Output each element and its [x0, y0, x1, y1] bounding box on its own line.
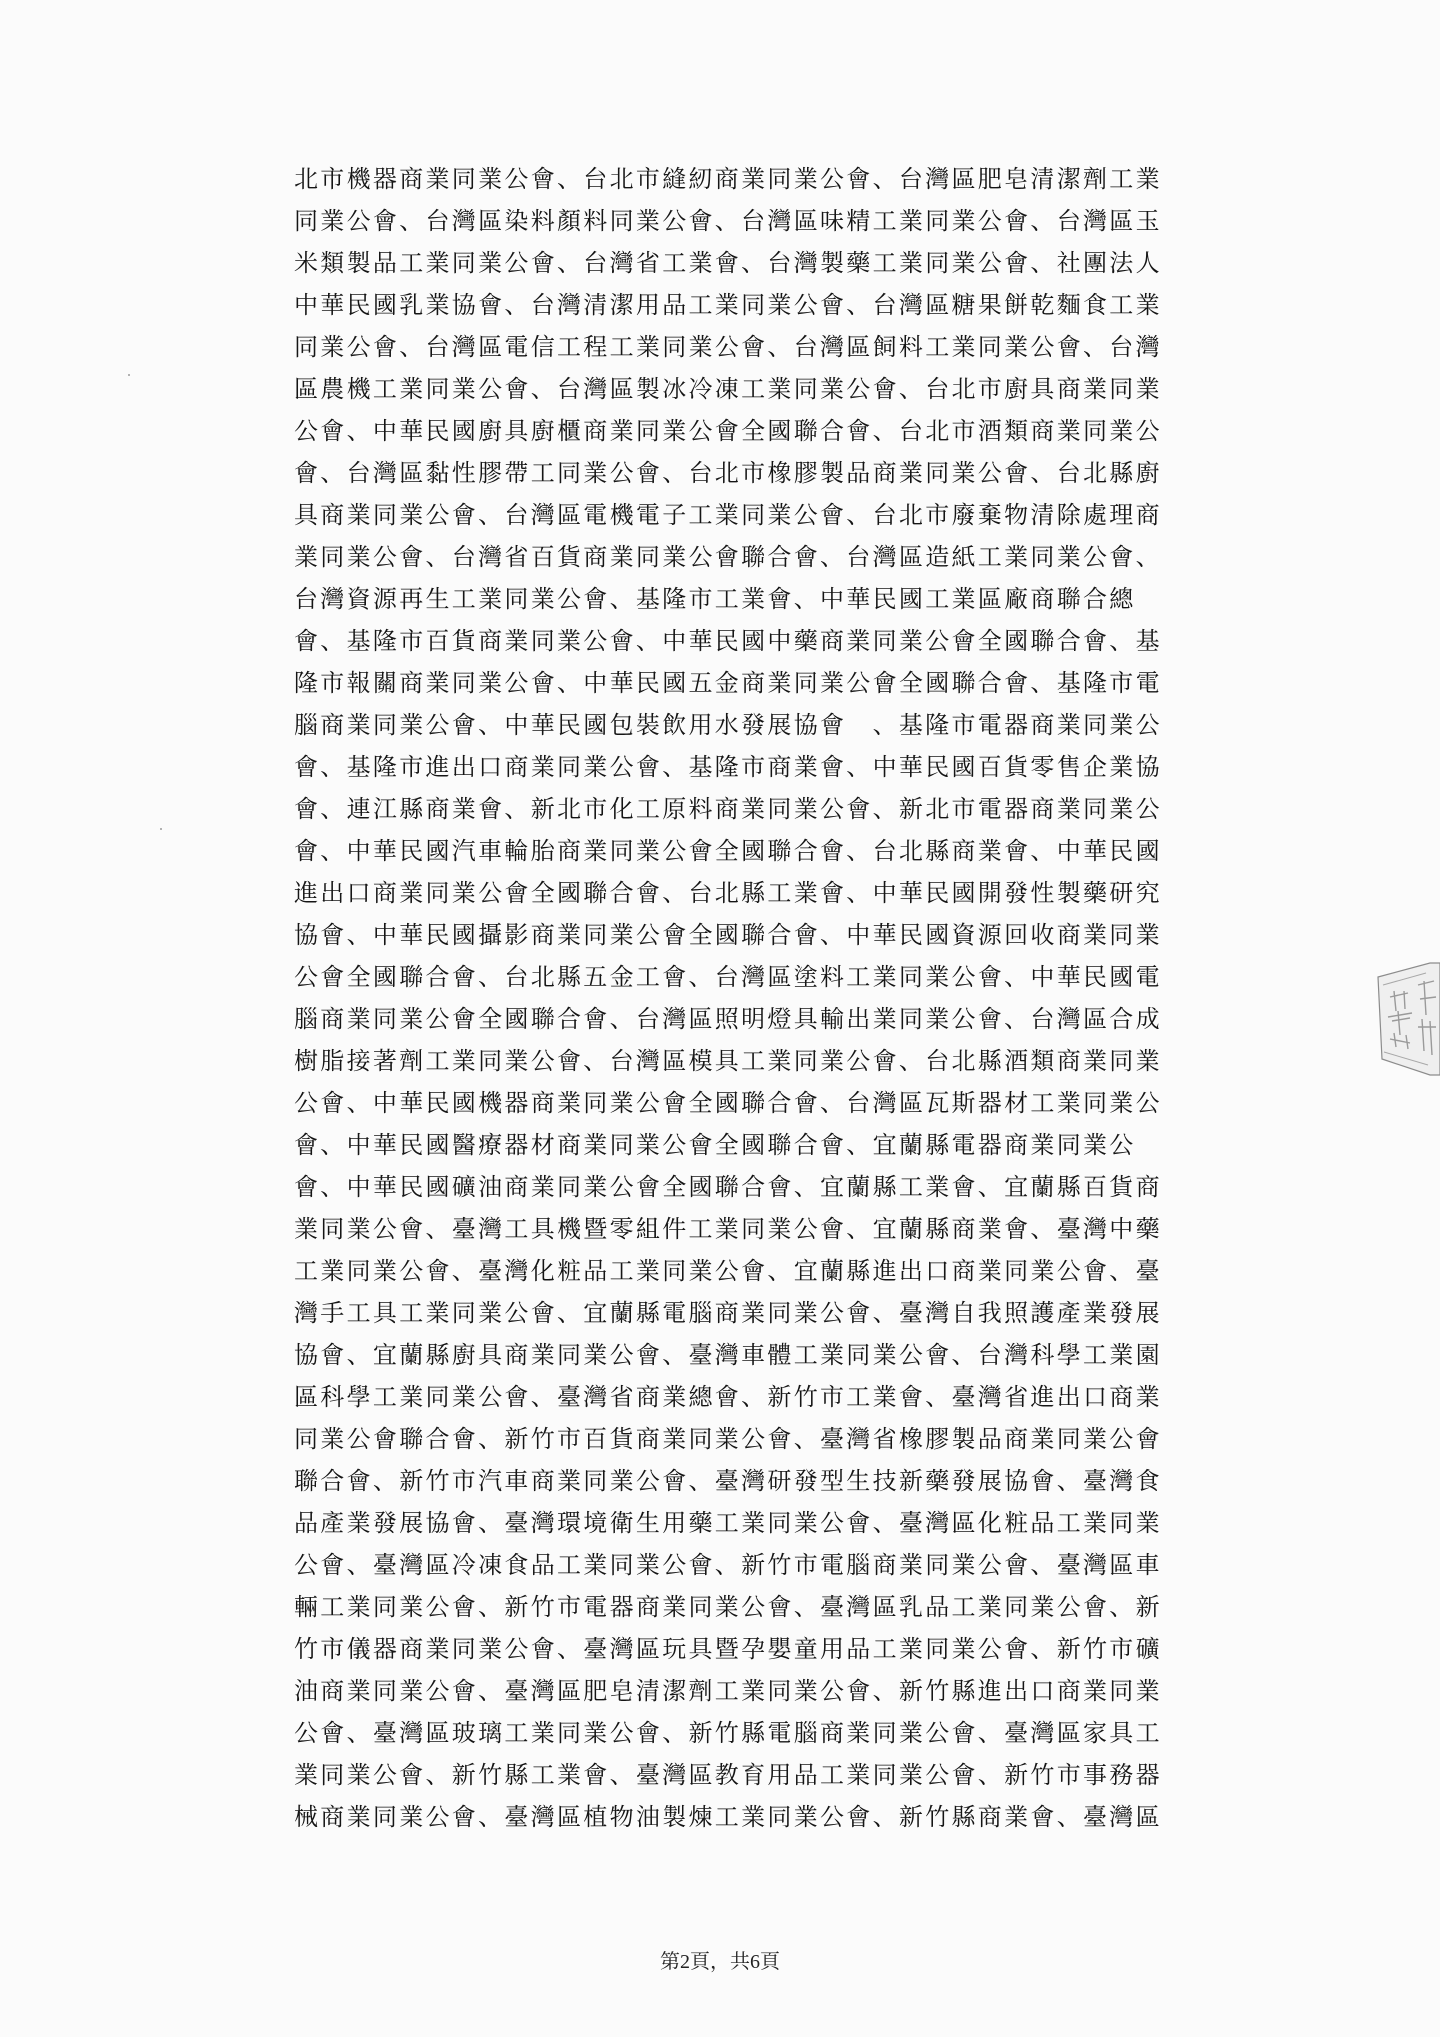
text-line: 會、中華民國醫療器材商業同業公會全國聯合會、宜蘭縣電器商業同業公 [294, 1131, 1136, 1159]
text-line: 公會、臺灣區玻璃工業同業公會、新竹縣電腦商業同業公會、臺灣區家具工 [294, 1719, 1162, 1747]
text-line: 會、連江縣商業會、新北市化工原料商業同業公會、新北市電器商業同業公 [294, 795, 1162, 823]
text-line: 業同業公會、新竹縣工業會、臺灣區教育用品工業同業公會、新竹市事務器 [294, 1761, 1162, 1789]
text-line: 中華民國乳業協會、台灣清潔用品工業同業公會、台灣區糖果餅乾麵食工業 [294, 291, 1162, 319]
page-number-footer: 第2頁，共6頁 [660, 1951, 780, 1973]
text-line: 區科學工業同業公會、臺灣省商業總會、新竹市工業會、臺灣省進出口商業 [294, 1383, 1162, 1411]
text-line: 腦商業同業公會、中華民國包裝飲用水發展協會 、基隆市電器商業同業公 [294, 711, 1162, 739]
text-line: 腦商業同業公會全國聯合會、台灣區照明燈具輸出業同業公會、台灣區合成 [294, 1005, 1162, 1033]
text-line: 業同業公會、台灣省百貨商業同業公會聯合會、台灣區造紙工業同業公會、 [294, 543, 1162, 571]
text-line: 米類製品工業同業公會、台灣省工業會、台灣製藥工業同業公會、社團法人 [294, 249, 1162, 277]
text-line: 公會、中華民國機器商業同業公會全國聯合會、台灣區瓦斯器材工業同業公 [294, 1089, 1162, 1117]
text-line: 具商業同業公會、台灣區電機電子工業同業公會、台北市廢棄物清除處理商 [294, 501, 1162, 529]
text-line: 同業公會、台灣區電信工程工業同業公會、台灣區飼料工業同業公會、台灣 [294, 333, 1162, 361]
text-line: 隆市報關商業同業公會、中華民國五金商業同業公會全國聯合會、基隆市電 [294, 669, 1162, 697]
seal-stamp-fragment [1368, 955, 1440, 1083]
text-line: 公會、中華民國廚具廚櫃商業同業公會全國聯合會、台北市酒類商業同業公 [294, 417, 1162, 445]
text-line: 灣手工具工業同業公會、宜蘭縣電腦商業同業公會、臺灣自我照護產業發展 [294, 1299, 1162, 1327]
text-line: 協會、宜蘭縣廚具商業同業公會、臺灣車體工業同業公會、台灣科學工業園 [294, 1341, 1162, 1369]
scan-speck [128, 374, 130, 376]
text-line: 公會全國聯合會、台北縣五金工會、台灣區塗料工業同業公會、中華民國電 [294, 963, 1162, 991]
text-line: 聯合會、新竹市汽車商業同業公會、臺灣研發型生技新藥發展協會、臺灣食 [294, 1467, 1162, 1495]
text-line: 會、基隆市進出口商業同業公會、基隆市商業會、中華民國百貨零售企業協 [294, 753, 1162, 781]
text-line: 同業公會、台灣區染料顏料同業公會、台灣區味精工業同業公會、台灣區玉 [294, 207, 1162, 235]
text-line: 會、中華民國汽車輪胎商業同業公會全國聯合會、台北縣商業會、中華民國 [294, 837, 1162, 865]
text-line: 械商業同業公會、臺灣區植物油製煉工業同業公會、新竹縣商業會、臺灣區 [294, 1803, 1162, 1831]
text-line: 台灣資源再生工業同業公會、基隆市工業會、中華民國工業區廠商聯合總 [294, 585, 1136, 613]
text-line: 油商業同業公會、臺灣區肥皂清潔劑工業同業公會、新竹縣進出口商業同業 [294, 1677, 1162, 1705]
text-line: 進出口商業同業公會全國聯合會、台北縣工業會、中華民國開發性製藥研究 [294, 879, 1162, 907]
text-line: 協會、中華民國攝影商業同業公會全國聯合會、中華民國資源回收商業同業 [294, 921, 1162, 949]
text-line: 會、基隆市百貨商業同業公會、中華民國中藥商業同業公會全國聯合會、基 [294, 627, 1162, 655]
text-line: 會、中華民國礦油商業同業公會全國聯合會、宜蘭縣工業會、宜蘭縣百貨商 [294, 1173, 1162, 1201]
text-line: 輛工業同業公會、新竹市電器商業同業公會、臺灣區乳品工業同業公會、新 [294, 1593, 1162, 1621]
text-line: 竹市儀器商業同業公會、臺灣區玩具暨孕嬰童用品工業同業公會、新竹市礦 [294, 1635, 1162, 1663]
text-line: 北市機器商業同業公會、台北市縫紉商業同業公會、台灣區肥皂清潔劑工業 [294, 165, 1162, 193]
document-body-text [294, 158, 1264, 1838]
text-line: 同業公會聯合會、新竹市百貨商業同業公會、臺灣省橡膠製品商業同業公會 [294, 1425, 1162, 1453]
text-line: 區農機工業同業公會、台灣區製冰冷凍工業同業公會、台北市廚具商業同業 [294, 375, 1162, 403]
text-line: 樹脂接著劑工業同業公會、台灣區模具工業同業公會、台北縣酒類商業同業 [294, 1047, 1162, 1075]
text-line: 會、台灣區黏性膠帶工同業公會、台北市橡膠製品商業同業公會、台北縣廚 [294, 459, 1162, 487]
text-line: 品產業發展協會、臺灣環境衛生用藥工業同業公會、臺灣區化粧品工業同業 [294, 1509, 1162, 1537]
text-line: 工業同業公會、臺灣化粧品工業同業公會、宜蘭縣進出口商業同業公會、臺 [294, 1257, 1162, 1285]
text-line: 業同業公會、臺灣工具機暨零組件工業同業公會、宜蘭縣商業會、臺灣中藥 [294, 1215, 1162, 1243]
scan-speck [160, 828, 162, 830]
text-line: 公會、臺灣區冷凍食品工業同業公會、新竹市電腦商業同業公會、臺灣區車 [294, 1551, 1162, 1579]
